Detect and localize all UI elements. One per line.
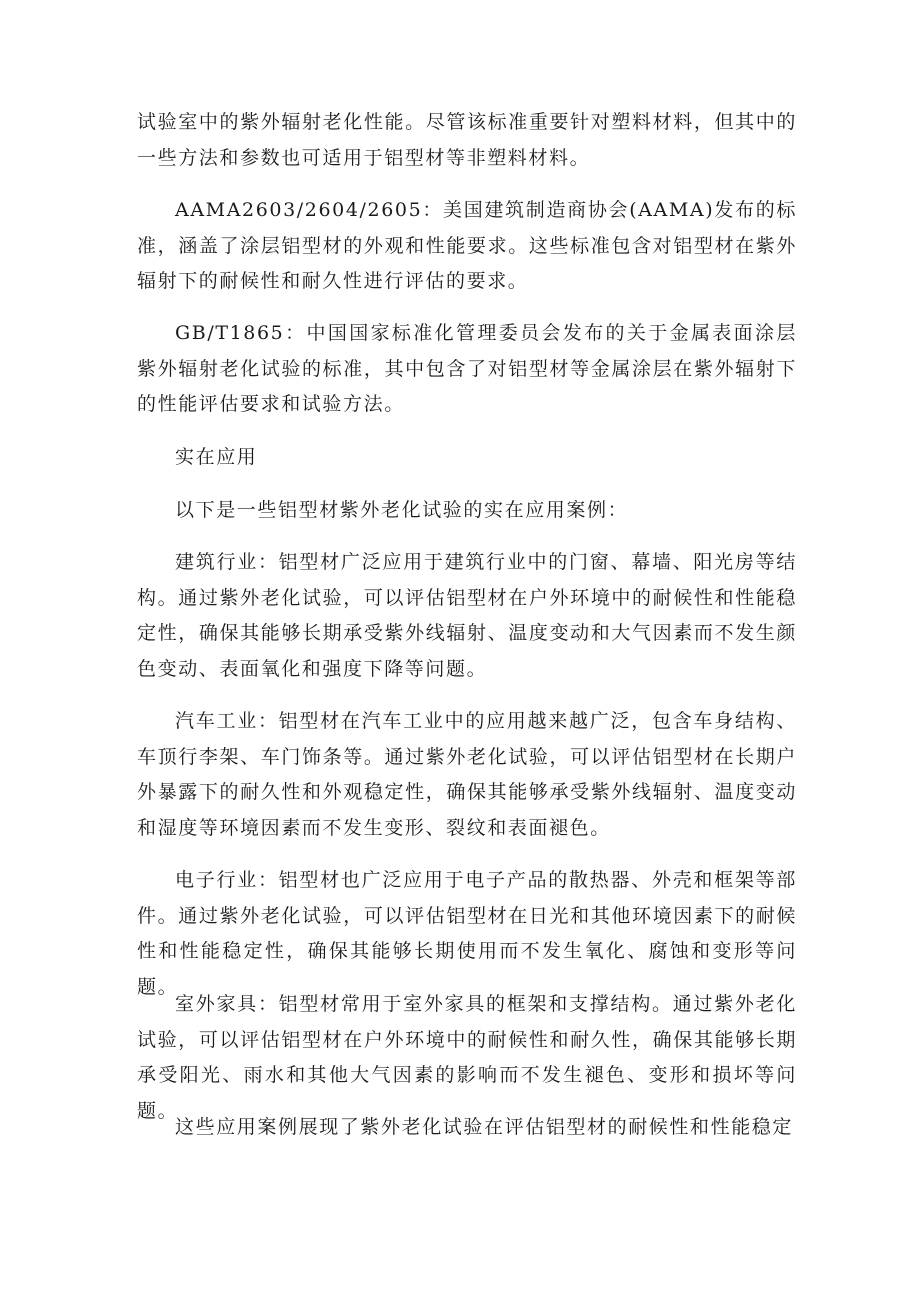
paragraph-construction: 建筑行业：铝型材广泛应用于建筑行业中的门窗、幕墙、阳光房等结构。通过紫外老化试验，可以评估铝型材在户外环境中的耐候性和性能稳定性，确保其能够长期承受紫外线辐射、温度变动和大气因素而不发生颜色变动、表面氧化和强度下降等问题。 xyxy=(137,551,797,680)
paragraph-automotive: 汽车工业：铝型材在汽车工业中的应用越来越广泛，包含车身结构、车顶行李架、车门饰条等。通过紫外老化试验，可以评估铝型材在长期户外暴露下的耐久性和外观稳定性，确保其能够承受紫外线辐射、温度变动和湿度等环境因素而不发生变形、裂纹和表面褪色。 xyxy=(137,710,797,839)
paragraph-conclusion: 这些应用案例展现了紫外老化试验在评估铝型材的耐候性和性能稳定 xyxy=(175,1116,794,1138)
paragraph-aama-standard: AAMA2603/2604/2605：美国建筑制造商协会(AAMA)发布的标准，涵盖了涂层铝型材的外观和性能要求。这些标准包含对铝型材在紫外辐射下的耐候性和耐久性进行评估的要求。 xyxy=(137,199,797,292)
section-heading-applications: 实在应用 xyxy=(175,446,258,468)
paragraph-applications-intro: 以下是一些铝型材紫外老化试验的实在应用案例： xyxy=(175,499,629,521)
paragraph-outdoor-furniture: 室外家具：铝型材常用于室外家具的框架和支撑结构。通过紫外老化试验，可以评估铝型材在户外环境中的耐候性和耐久性，确保其能够长期承受阳光、雨水和其他大气因素的影响而不发生褪色、变形和损坏等问题。 xyxy=(137,993,797,1122)
paragraph-standard-continuation: 试验室中的紫外辐射老化性能。尽管该标准重要针对塑料材料，但其中的一些方法和参数也可适用于铝型材等非塑料材料。 xyxy=(137,111,797,169)
paragraph-gbt-standard: GB/T1865：中国国家标准化管理委员会发布的关于金属表面涂层紫外辐射老化试验的标准，其中包含了对铝型材等金属涂层在紫外辐射下的性能评估要求和试验方法。 xyxy=(137,322,797,415)
paragraph-electronics: 电子行业：铝型材也广泛应用于电子产品的散热器、外壳和框架等部件。通过紫外老化试验，可以评估铝型材在日光和其他环境因素下的耐候性和性能稳定性，确保其能够长期使用而不发生氧化、腐蚀和变形等问题。 xyxy=(137,869,797,998)
